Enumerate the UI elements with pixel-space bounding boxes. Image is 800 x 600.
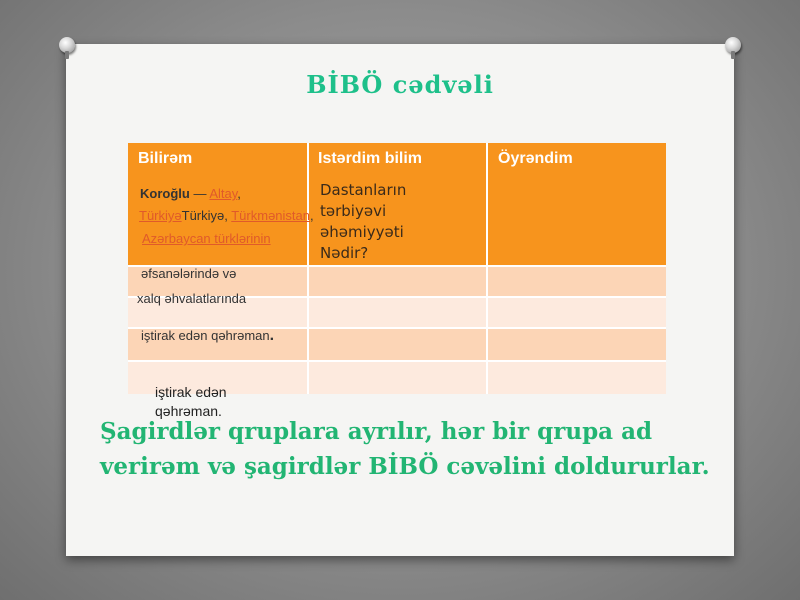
cell-bilirem-line2 — [139, 208, 314, 223]
cell-bilirem-line3 — [142, 231, 271, 246]
header-bilirem: Bilirəm — [128, 143, 308, 266]
row-divider — [128, 360, 666, 362]
line6-text: iştirak edən qəhrəman — [141, 328, 270, 343]
link-turkmenistan[interactable]: Türkmənistan — [231, 208, 310, 223]
question-line: Dastanların — [320, 181, 407, 199]
period: . — [269, 327, 275, 344]
header-isterdim-bilim: Istərdim bilim — [308, 143, 488, 266]
koroglu-name: Koroğlu — [140, 186, 190, 201]
overflow-line: qəhrəman. — [155, 403, 222, 419]
cell-isterdim-question — [320, 180, 406, 264]
slide-body-text: Şagirdlər qruplara ayrılır, hər bir qrupa ad verirəm və şagirdlər BİBÖ cəvəlini doldururlar. — [100, 418, 710, 480]
overflow-line: iştirak edən — [155, 384, 227, 400]
cell-bilirem-line6 — [141, 327, 274, 345]
turkiye-text: Türkiyə, — [181, 208, 232, 223]
comma: , — [237, 186, 241, 201]
header-oyrendim: Öyrəndim — [488, 143, 666, 266]
link-altay[interactable]: Altay — [209, 186, 238, 201]
slide-title: BİBÖ cədvəli — [306, 70, 494, 99]
dash: — — [189, 186, 210, 201]
pushpin-icon — [56, 37, 78, 59]
link-turkiye[interactable]: Türkiyə — [139, 208, 182, 223]
column-divider — [486, 143, 488, 394]
question-line: tərbiyəvi — [320, 202, 387, 220]
pushpin-icon — [722, 37, 744, 59]
link-azerbaycan[interactable]: Azərbaycan türklərinin — [142, 231, 271, 246]
question-line: Nədir? — [320, 244, 369, 262]
cell-bilirem-line4: əfsanələrində və — [141, 266, 237, 281]
column-divider — [307, 143, 309, 394]
comma: , — [309, 208, 314, 223]
question-line: əhəmiyyəti — [320, 223, 404, 241]
cell-bilirem-line1 — [140, 186, 241, 201]
cell-bilirem-line5: xalq əhvalatlarında — [137, 291, 247, 306]
